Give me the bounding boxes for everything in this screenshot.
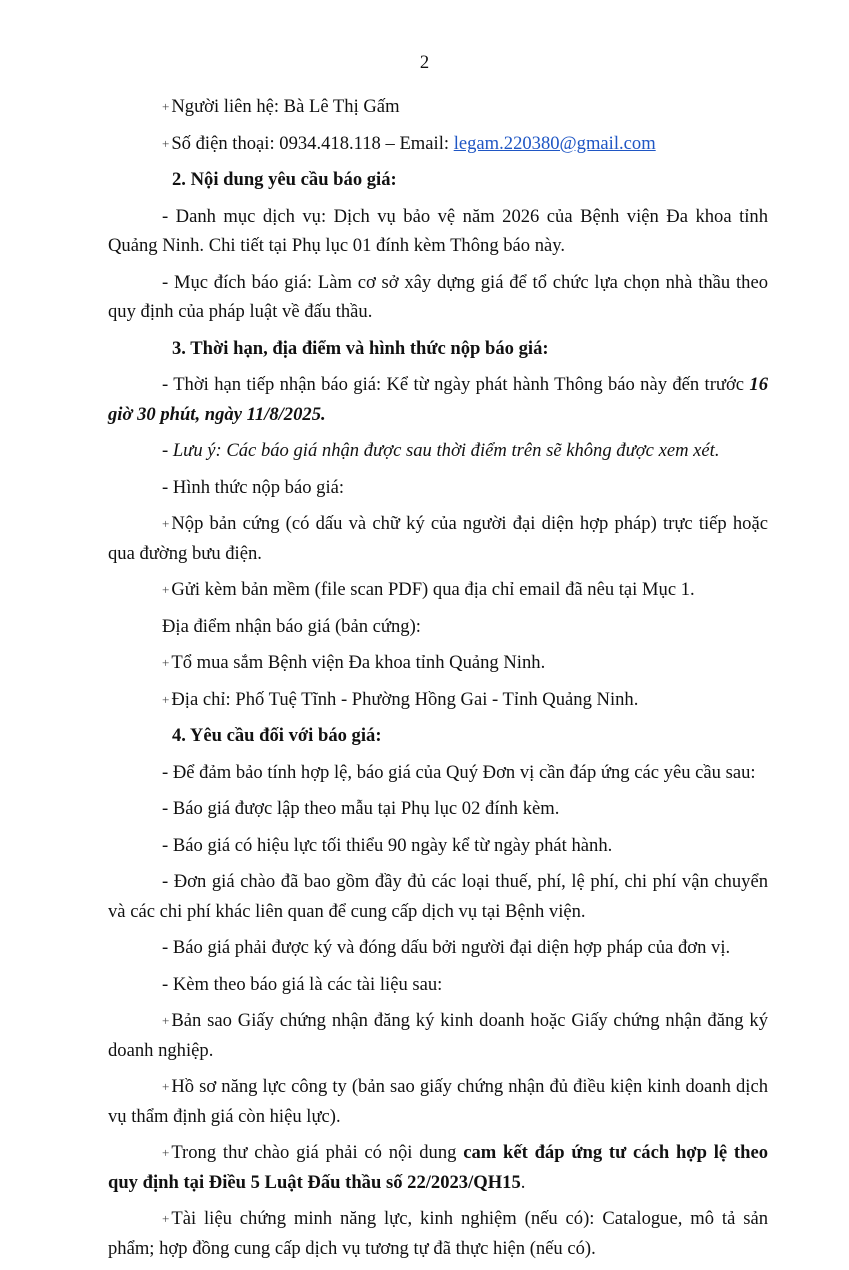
section3-form-label: - Hình thức nộp báo giá:: [162, 476, 345, 498]
section2-heading: 2. Nội dung yêu cầu báo giá:: [172, 169, 397, 190]
section3-deadline: - Thời hạn tiếp nhận báo giá: Kể từ ngày phát hành Thông báo này đến trước 16 giờ 30 phút, ngày 11/8/2025.: [108, 374, 768, 425]
plus-bullet-icon: +: [162, 1013, 170, 1028]
section2-services: - Danh mục dịch vụ: Dịch vụ bảo vệ năm 2026 của Bệnh viện Đa khoa tỉnh Quảng Ninh. Chi tiết tại Phụ lục 01 đính kèm Thông báo này.: [108, 205, 768, 256]
section4-validity-intro: - Để đảm bảo tính hợp lệ, báo giá của Quý Đơn vị cần đáp ứng các yêu cầu sau:: [162, 761, 756, 783]
plus-bullet-icon: +: [162, 1145, 170, 1160]
section4-heading: 4. Yêu cầu đối với báo giá:: [172, 725, 382, 746]
contact-phone-email: + Số điện thoại: 0934.418.118 – Email: legam.220380@gmail.com: [162, 132, 656, 154]
section3-note: - Lưu ý: Các báo giá nhận được sau thời điểm trên sẽ không được xem xét.: [162, 440, 720, 461]
attachment-profile: + Hồ sơ năng lực công ty (bản sao giấy chứng nhận đủ điều kiện kinh doanh dịch vụ thẩm định giá còn hiệu lực).: [108, 1076, 768, 1127]
deadline-value: 16 giờ 30 phút, ngày 11/8/2025.: [108, 374, 768, 425]
commitment-bold: cam kết đáp ứng tư cách hợp lệ theo quy định tại Điều 5 Luật Đấu thầu số 22/2023/QH15: [108, 1142, 769, 1193]
contact-person: + Người liên hệ: Bà Lê Thị Gấm: [162, 96, 400, 117]
plus-bullet-icon: +: [162, 655, 170, 670]
attachment-license: + Bản sao Giấy chứng nhận đăng ký kinh doanh hoặc Giấy chứng nhận đăng ký doanh nghiệp.: [108, 1010, 768, 1061]
section3-heading: 3. Thời hạn, địa điểm và hình thức nộp báo giá:: [172, 337, 549, 359]
section4-signature: - Báo giá phải được ký và đóng dấu bởi người đại diện hợp pháp của đơn vị.: [162, 937, 731, 958]
plus-bullet-icon: +: [162, 1211, 170, 1226]
section4-effect: - Báo giá có hiệu lực tối thiểu 90 ngày kể từ ngày phát hành.: [162, 834, 613, 856]
section4-template: - Báo giá được lập theo mẫu tại Phụ lục 02 đính kèm.: [162, 798, 560, 819]
attachment-commitment: + Trong thư chào giá phải có nội dung cam kết đáp ứng tư cách hợp lệ theo quy định tại Điều 5 Luật Đấu thầu số 22/2023/QH15.: [108, 1142, 769, 1193]
section3-location-address: + Địa chỉ: Phố Tuệ Tĩnh - Phường Hồng Gai - Tỉnh Quảng Ninh.: [162, 688, 639, 710]
section4-attachments-label: - Kèm theo báo giá là các tài liệu sau:: [162, 973, 443, 995]
attachment-capability: + Tài liệu chứng minh năng lực, kinh nghiệm (nếu có): Catalogue, mô tả sản phẩm; hợp đồng cung cấp dịch vụ tương tự đã thực hiện (nếu có).: [108, 1208, 768, 1259]
document-body: [108, 92, 768, 1270]
plus-bullet-icon: +: [162, 691, 170, 707]
plus-bullet-icon: +: [162, 1079, 170, 1094]
section2-purpose: - Mục đích báo giá: Làm cơ sở xây dựng giá để tổ chức lựa chọn nhà thầu theo quy định của pháp luật về đấu thầu.: [108, 271, 768, 322]
plus-bullet-icon: +: [162, 582, 170, 597]
plus-bullet-icon: +: [162, 99, 170, 114]
section4-price: - Đơn giá chào đã bao gồm đầy đủ các loại thuế, phí, lệ phí, chi phí vận chuyển và các chi phí khác liên quan để cung cấp dịch vụ tại Bệnh viện.: [108, 871, 768, 922]
email-link[interactable]: legam.220380@gmail.com: [453, 132, 656, 154]
plus-bullet-icon: +: [162, 516, 170, 531]
section3-form-soft: + Gửi kèm bản mềm (file scan PDF) qua địa chỉ email đã nêu tại Mục 1.: [162, 579, 695, 600]
section3-form-hard: + Nộp bản cứng (có dấu và chữ ký của người đại diện hợp pháp) trực tiếp hoặc qua đường bưu điện.: [108, 513, 768, 564]
page-number: 2: [419, 52, 430, 73]
section3-location-team: + Tổ mua sắm Bệnh viện Đa khoa tỉnh Quảng Ninh.: [162, 652, 546, 673]
section3-location-label: Địa điểm nhận báo giá (bản cứng):: [162, 615, 421, 637]
plus-bullet-icon: +: [162, 135, 170, 151]
